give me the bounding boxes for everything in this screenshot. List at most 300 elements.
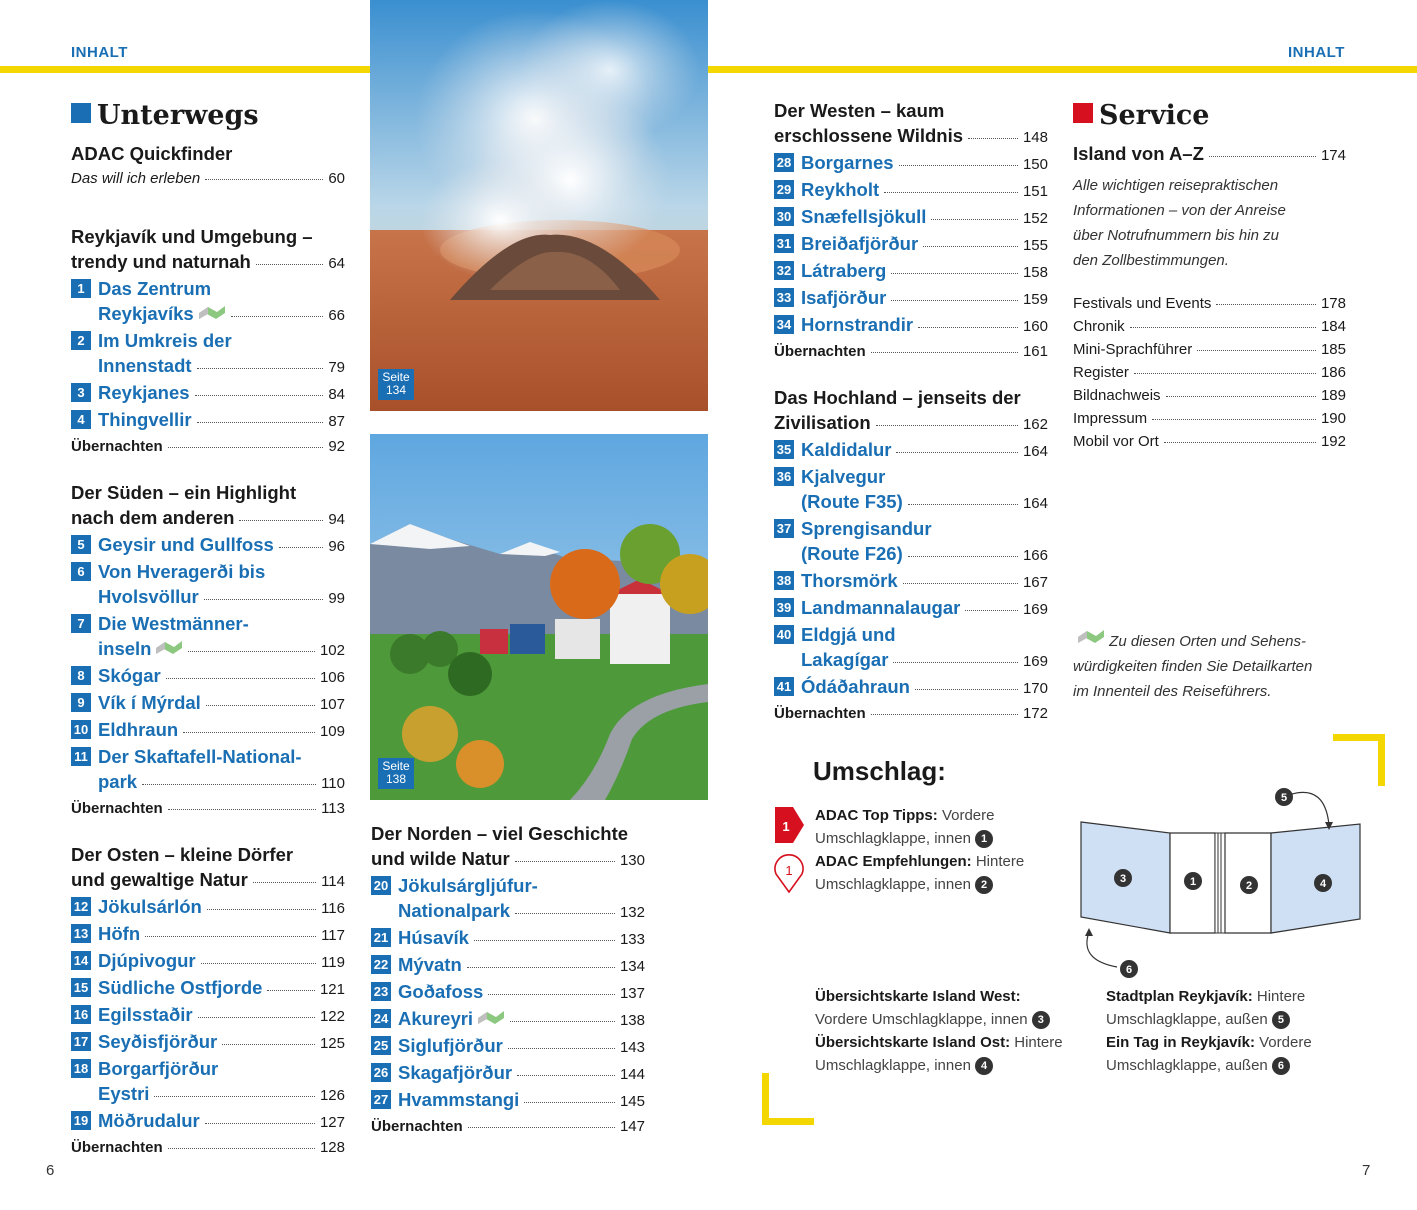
leader-dots (923, 246, 1018, 247)
village-illustration (370, 434, 708, 800)
top-tipp-badge-num: 1 (782, 819, 790, 834)
entry-label: Innenstadt (98, 355, 192, 376)
entry-page: 127 (319, 1114, 345, 1131)
entry-number-badge: 41 (774, 677, 794, 696)
leader-dots (195, 395, 324, 396)
entry-line: Sprengisandur (801, 518, 932, 539)
entry-label: park (98, 771, 138, 792)
toc-entry[interactable] (774, 150, 1048, 177)
toc-entry[interactable] (774, 674, 1048, 701)
entry-page: 167 (1022, 574, 1048, 591)
toc-entry[interactable] (71, 380, 345, 407)
service-a-z-row[interactable] (1073, 141, 1346, 168)
toc-entry[interactable] (71, 921, 345, 948)
seite-word: Seite (382, 370, 410, 384)
group-title-row-page: 94 (328, 511, 345, 528)
entry-label: Lakagígar (801, 649, 889, 670)
leader-dots (166, 678, 315, 679)
overnight-row-label: Übernachten (71, 1139, 163, 1156)
toc-entry[interactable] (71, 690, 345, 717)
entry-row (398, 898, 645, 925)
entry-page: 119 (321, 954, 345, 971)
diagram-label-1: 1 (1189, 876, 1197, 888)
entry-number-badge: 5 (71, 535, 91, 554)
leader-dots (204, 599, 324, 600)
cover-top-tipps: ADAC Top Tipps: Vordere Umschlagklappe, innen 1 ADAC Empfehlungen: Hintere Umschlagklappe, innen 2 (815, 807, 1025, 893)
entry-number-badge: 12 (71, 897, 91, 916)
service-item-label: Mobil vor Ort (1073, 433, 1159, 450)
group-title-row-label: und gewaltige Natur (71, 869, 248, 890)
leader-dots (1197, 350, 1316, 351)
entry-line: Kjalvegur (801, 466, 886, 487)
group-title[interactable] (774, 385, 1048, 437)
service-heading (1073, 100, 1209, 131)
overnight-row[interactable] (774, 701, 1048, 726)
diagram-label-2: 2 (1245, 880, 1253, 892)
entry-row (98, 1108, 345, 1135)
entry-label: Egilsstaðir (98, 1004, 193, 1025)
entry-label: Látraberg (801, 260, 887, 281)
circle-number: 1 (975, 830, 993, 848)
leader-dots (515, 861, 615, 862)
toc-entry[interactable] (774, 312, 1048, 339)
service-item-page: 186 (1320, 364, 1346, 381)
group-title[interactable] (71, 480, 345, 532)
leader-dots (876, 425, 1018, 426)
toc-entry[interactable] (71, 894, 345, 921)
entry-number-badge: 19 (71, 1111, 91, 1130)
entry-label: Hvammstangi (398, 1089, 520, 1110)
entry-row (98, 921, 345, 948)
service-item[interactable] (1073, 292, 1346, 315)
cover-stadtplan-tag: Stadtplan Reykjavík: Hintere Umschlagklappe, außen 5 Ein Tag in Reykjavík: Vordere Umschlagklappe, außen 6 (1106, 988, 1312, 1074)
leader-dots (884, 192, 1018, 193)
entry-row (801, 595, 1048, 622)
leader-dots (197, 368, 324, 369)
quickfinder-row-page: 60 (328, 170, 345, 187)
toc-entry[interactable] (371, 1087, 645, 1114)
service-item-page: 192 (1320, 433, 1346, 450)
entry-label: (Route F26) (801, 543, 903, 564)
entry-row (398, 1087, 645, 1114)
entry-label: Borgarnes (801, 152, 894, 173)
service-item-label: Festivals und Events (1073, 295, 1212, 312)
leader-dots (871, 714, 1018, 715)
map-note (1073, 628, 1363, 704)
toc-entry[interactable] (371, 979, 645, 1006)
group-title-line: Der Osten – kleine Dörfer (71, 844, 294, 865)
toc-entry[interactable] (371, 1006, 645, 1033)
leader-dots (188, 651, 315, 652)
entry-page: 110 (321, 775, 345, 792)
toc-entry[interactable] (774, 437, 1048, 464)
toc-entry[interactable] (71, 532, 345, 559)
toc-entry[interactable] (71, 611, 345, 663)
entry-line: Jökulsárgljúfur- (398, 875, 538, 896)
entry-number-badge: 34 (774, 315, 794, 334)
toc-entry[interactable] (371, 873, 645, 925)
overnight-row[interactable] (371, 1114, 645, 1139)
leader-dots (899, 165, 1018, 166)
group-title-row-page: 64 (328, 255, 345, 272)
entry-number-badge: 32 (774, 261, 794, 280)
entry-page: 126 (319, 1087, 345, 1104)
entry-row (801, 568, 1048, 595)
empfehlung-badge-num: 1 (785, 863, 793, 878)
entry-row (398, 1033, 645, 1060)
leader-dots (908, 556, 1018, 557)
entry-number-badge: 13 (71, 924, 91, 943)
leader-dots (1209, 156, 1316, 157)
diagram-label-6: 6 (1125, 964, 1133, 976)
entry-row (98, 407, 345, 434)
entry-row (398, 925, 645, 952)
entry-row (98, 584, 345, 611)
leader-dots (1166, 396, 1316, 397)
entry-page: 84 (328, 386, 345, 403)
entry-number-badge: 17 (71, 1032, 91, 1051)
service-item[interactable] (1073, 407, 1346, 430)
toc-entry[interactable] (774, 595, 1048, 622)
toc-entry[interactable] (371, 925, 645, 952)
toc-entry[interactable] (71, 948, 345, 975)
entry-page: 122 (319, 1008, 345, 1025)
service-item[interactable] (1073, 315, 1346, 338)
leader-dots (267, 990, 315, 991)
toc-entry[interactable] (774, 204, 1048, 231)
service-item-label: Impressum (1073, 410, 1148, 427)
leader-dots (524, 1102, 615, 1103)
leader-dots (183, 732, 315, 733)
toc-entry[interactable] (71, 744, 345, 796)
toc-entry[interactable] (371, 952, 645, 979)
entry-page: 150 (1022, 156, 1048, 173)
toc-entry[interactable] (71, 1029, 345, 1056)
entry-number-badge: 20 (371, 876, 391, 895)
leader-dots (931, 219, 1018, 220)
entry-label: Goðafoss (398, 981, 484, 1002)
diagram-label-5: 5 (1280, 792, 1288, 804)
group-title-row-label: trendy und naturnah (71, 251, 251, 272)
blue-square-icon (71, 103, 91, 123)
entry-row (398, 1060, 645, 1087)
entry-page: 87 (328, 413, 345, 430)
leader-dots (256, 264, 323, 265)
group-title-row (774, 410, 1048, 437)
entry-number-badge: 10 (71, 720, 91, 739)
service-item-page: 189 (1320, 387, 1346, 404)
top-tipp-badge-icon (775, 803, 805, 847)
entry-number-badge: 27 (371, 1090, 391, 1109)
leader-dots (168, 809, 316, 810)
toc-entry[interactable] (774, 464, 1048, 516)
circle-number: 3 (1032, 1011, 1050, 1029)
spacer (774, 364, 1048, 385)
group-title-row-label: erschlossene Wildnis (774, 125, 964, 146)
group-title-row-page: 114 (321, 873, 345, 890)
header-bar-left (0, 66, 370, 73)
service-item[interactable] (1073, 430, 1346, 453)
leader-dots (467, 967, 615, 968)
leader-dots (515, 913, 615, 914)
entry-page: 164 (1022, 495, 1048, 512)
entry-row (98, 380, 345, 407)
circle-number: 5 (1272, 1011, 1290, 1029)
leader-dots (1130, 327, 1316, 328)
entry-label: Akureyri (398, 1008, 474, 1029)
entry-label: Thingvellir (98, 409, 192, 430)
overnight-row-page: 128 (319, 1139, 345, 1156)
entry-row (801, 674, 1048, 701)
entry-label: Südliche Ostfjorde (98, 977, 263, 998)
quickfinder-row-label: Das will ich erleben (71, 170, 201, 187)
entry-page: 145 (619, 1093, 645, 1110)
toc-entry[interactable] (71, 1002, 345, 1029)
entry-row (98, 663, 345, 690)
corner-mark-top-right (1333, 734, 1385, 786)
toc-entry[interactable] (774, 568, 1048, 595)
quickfinder-row[interactable] (71, 166, 345, 191)
leader-dots (1152, 419, 1316, 420)
entry-row (801, 285, 1048, 312)
group-title-row (371, 846, 645, 873)
leader-dots (197, 422, 324, 423)
detail-map-icon (155, 639, 183, 655)
toc-column-3 (774, 98, 1048, 726)
toc-entry[interactable] (774, 516, 1048, 568)
entry-page: 66 (328, 307, 345, 324)
entry-page: 125 (319, 1035, 345, 1052)
seite-page: 134 (385, 383, 407, 397)
entry-number-badge: 36 (774, 467, 794, 486)
toc-entry[interactable] (71, 559, 345, 611)
service-item-label: Mini-Sprachführer (1073, 341, 1193, 358)
toc-entry[interactable] (774, 258, 1048, 285)
entry-number-badge: 23 (371, 982, 391, 1001)
umschlag-title: Umschlag: (813, 756, 946, 786)
entry-row (98, 532, 345, 559)
entry-row (398, 952, 645, 979)
leader-dots (231, 316, 324, 317)
toc-entry[interactable] (71, 975, 345, 1002)
entry-number-badge: 37 (774, 519, 794, 538)
service-item-page: 185 (1320, 341, 1346, 358)
group-title[interactable] (774, 98, 1048, 150)
service-desc-line: über Notrufnummern bis hin zu (1073, 227, 1279, 244)
entry-number-badge: 9 (71, 693, 91, 712)
entry-page: 138 (619, 1012, 645, 1029)
group-title-line: Der Norden – viel Geschichte (371, 823, 629, 844)
leader-dots (891, 300, 1018, 301)
toc-entry[interactable] (71, 717, 345, 744)
entry-number-badge: 39 (774, 598, 794, 617)
entry-number-badge: 8 (71, 666, 91, 685)
service-item[interactable] (1073, 361, 1346, 384)
entry-label: Möðrudalur (98, 1110, 200, 1131)
entry-row (801, 258, 1048, 285)
red-square-icon (1073, 103, 1093, 123)
entry-label: Reykjavíks (98, 303, 194, 324)
entry-number-badge: 40 (774, 625, 794, 644)
entry-label: Snæfellsjökull (801, 206, 927, 227)
circle-number: 2 (975, 876, 993, 894)
toc-entry[interactable] (71, 276, 345, 328)
group-title-line: Reykjavík und Umgebung – (71, 226, 313, 247)
entry-label: Thorsmörk (801, 570, 898, 591)
entry-label: Húsavík (398, 927, 469, 948)
entry-number-badge: 25 (371, 1036, 391, 1055)
entry-page: 170 (1022, 680, 1048, 697)
entry-page: 96 (328, 538, 345, 555)
entry-label: Breiðafjörður (801, 233, 919, 254)
leader-dots (474, 940, 615, 941)
leader-dots (468, 1127, 615, 1128)
group-title-line: Der Westen – kaum (774, 100, 945, 121)
group-title[interactable] (71, 842, 345, 894)
leader-dots (903, 583, 1018, 584)
toc-entry[interactable] (71, 328, 345, 380)
toc-entry[interactable] (774, 177, 1048, 204)
overnight-row[interactable] (71, 434, 345, 459)
entry-row (801, 177, 1048, 204)
leader-dots (207, 909, 316, 910)
entry-page: 133 (619, 931, 645, 948)
entry-label: Siglufjörður (398, 1035, 503, 1056)
photo-seite-label-top (378, 369, 414, 400)
toc-entry[interactable] (71, 1108, 345, 1135)
diagram-label-4: 4 (1319, 878, 1327, 890)
entry-label: Seyðisfjörður (98, 1031, 218, 1052)
leader-dots (893, 662, 1018, 663)
leader-dots (1216, 304, 1316, 305)
entry-line: Eldgjá und (801, 624, 896, 645)
leader-dots (915, 689, 1018, 690)
toc-entry[interactable] (774, 285, 1048, 312)
quickfinder-title: ADAC Quickfinder (71, 143, 233, 164)
overnight-row-page: 172 (1022, 705, 1048, 722)
entry-label: Nationalpark (398, 900, 511, 921)
map-note-line: im Innenteil des Reiseführers. (1073, 683, 1272, 700)
leader-dots (222, 1044, 315, 1045)
toc-entry[interactable] (71, 407, 345, 434)
service-item[interactable] (1073, 338, 1346, 361)
group-title-row-label: und wilde Natur (371, 848, 510, 869)
entry-row (98, 948, 345, 975)
entry-page: 107 (319, 696, 345, 713)
leader-dots (205, 179, 323, 180)
circle-number: 4 (975, 1057, 993, 1075)
entry-number-badge: 1 (71, 279, 91, 298)
page-number-left: 6 (46, 1162, 55, 1179)
service-item-page: 190 (1320, 410, 1346, 427)
entry-number-badge: 18 (71, 1059, 91, 1078)
entry-page: 169 (1022, 601, 1048, 618)
overnight-row[interactable] (774, 339, 1048, 364)
header-bar-right (708, 66, 1417, 73)
group-title[interactable] (71, 224, 345, 276)
entry-label: Eldhraun (98, 719, 179, 740)
group-title-line: Der Süden – ein Highlight (71, 482, 297, 503)
entry-label: Landmannalaugar (801, 597, 961, 618)
village-photo (370, 434, 708, 800)
group-title-row-page: 162 (1022, 416, 1048, 433)
entry-line: Von Hveragerði bis (98, 561, 266, 582)
entry-label: Geysir und Gullfoss (98, 534, 274, 555)
entry-row (98, 690, 345, 717)
entry-page: 151 (1022, 183, 1048, 200)
toc-entry[interactable] (71, 1056, 345, 1108)
service-item[interactable] (1073, 384, 1346, 407)
overnight-row-page: 147 (619, 1118, 645, 1135)
group-title-row (71, 505, 345, 532)
group-title-row-label: nach dem anderen (71, 507, 235, 528)
leader-dots (198, 1017, 315, 1018)
entry-page: 134 (619, 958, 645, 975)
entry-label: Ódáðahraun (801, 676, 910, 697)
entry-row (801, 437, 1048, 464)
entry-page: 121 (319, 981, 345, 998)
entry-number-badge: 3 (71, 383, 91, 402)
service-item-page: 178 (1320, 295, 1346, 312)
service-item-label: Bildnachweis (1073, 387, 1161, 404)
entry-page: 166 (1022, 547, 1048, 564)
group-title-row (774, 123, 1048, 150)
toc-column-2 (371, 821, 645, 1139)
entry-page: 106 (319, 669, 345, 686)
leader-dots (145, 936, 316, 937)
overnight-row-page: 113 (321, 800, 345, 817)
entry-label: Hvolsvöllur (98, 586, 199, 607)
toc-entry[interactable] (774, 622, 1048, 674)
leader-dots (918, 327, 1018, 328)
leader-dots (871, 352, 1018, 353)
toc-entry[interactable] (371, 1033, 645, 1060)
group-title-row (71, 249, 345, 276)
entry-row (801, 647, 1048, 674)
entry-line: Das Zentrum (98, 278, 212, 299)
toc-entry[interactable] (774, 231, 1048, 258)
cover-fold-diagram (1075, 780, 1370, 985)
overnight-row[interactable] (71, 796, 345, 821)
entry-page: 152 (1022, 210, 1048, 227)
leader-dots (1134, 373, 1316, 374)
toc-entry[interactable] (371, 1060, 645, 1087)
overnight-row-page: 92 (328, 438, 345, 455)
toc-entry[interactable] (71, 663, 345, 690)
entry-number-badge: 14 (71, 951, 91, 970)
leader-dots (253, 882, 316, 883)
group-title-row-page: 148 (1022, 129, 1048, 146)
service-a-z-label: Island von A–Z (1073, 143, 1204, 164)
map-note-line: Zu diesen Orten und Sehens- (1073, 628, 1363, 654)
overnight-row[interactable] (71, 1135, 345, 1160)
group-title[interactable] (371, 821, 645, 873)
entry-page: 160 (1022, 318, 1048, 335)
leader-dots (201, 963, 316, 964)
entry-line: Borgarfjörður (98, 1058, 219, 1079)
entry-number-badge: 38 (774, 571, 794, 590)
entry-label: Reykjanes (98, 382, 190, 403)
group-title-line: Das Hochland – jenseits der (774, 387, 1021, 408)
unterwegs-heading (71, 100, 259, 131)
entry-number-badge: 21 (371, 928, 391, 947)
service-a-z-page: 174 (1320, 147, 1346, 164)
entry-label: Vík í Mýrdal (98, 692, 201, 713)
spacer (71, 821, 345, 842)
service-items (1073, 292, 1346, 453)
overnight-row-label: Übernachten (71, 438, 163, 455)
entry-page: 109 (319, 723, 345, 740)
